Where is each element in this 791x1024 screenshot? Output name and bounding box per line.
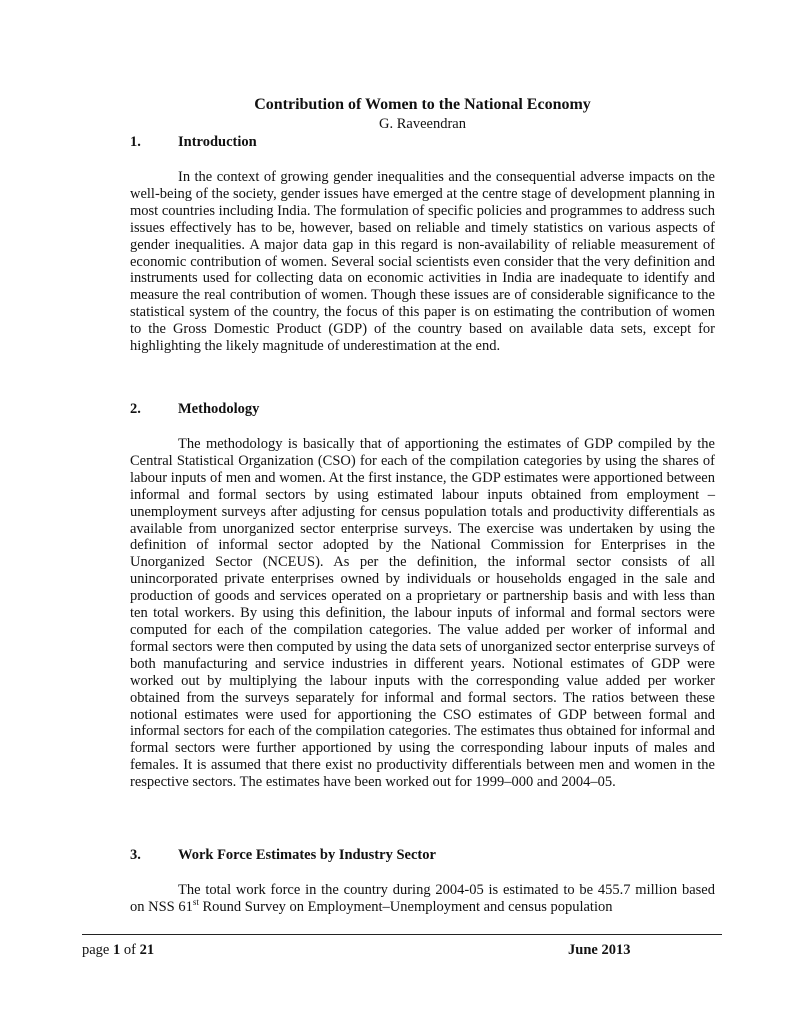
section-number: 2. bbox=[130, 401, 141, 417]
section-number: 1. bbox=[130, 134, 141, 150]
paper-author: G. Raveendran bbox=[379, 116, 466, 132]
footer-divider bbox=[82, 934, 722, 935]
paragraph-text: The total work force in the country during 2004-05 is estimated to be 455.7 million based on NSS 61 bbox=[130, 882, 715, 915]
ordinal-superscript: st bbox=[192, 897, 199, 908]
page-total: 21 bbox=[139, 942, 155, 958]
footer-date: June 2013 bbox=[568, 942, 631, 958]
section-heading-methodology bbox=[130, 401, 259, 418]
page-prefix: page bbox=[82, 942, 113, 958]
section-paragraph-introduction: In the context of growing gender inequalities and the consequential adverse impacts on the well-being of the society, gender issues have emerged at the centre stage of development planning in most countries including India. The formulation of specific policies and programmes to address such issues effectively has to be, however, based on reliable and timely statistics on various aspects of gender inequalities. A major data gap in this regard is non-availability of reliable measurement of economic contribution of women. Several social scientists even consider that the very definition and instruments used for collecting data on economic activities in India are inadequate to identify and measure the real contribution of women. Though these issues are of considerable significance to the statistical system of the country, the focus of this paper is on estimating the contribution of women to the Gross Domestic Product (GDP) of the country based on available data sets, except for highlighting the likely magnitude of underestimation at the end. bbox=[130, 169, 715, 355]
section-paragraph-work-force bbox=[130, 882, 715, 916]
section-heading-work-force bbox=[130, 847, 436, 864]
page-of: of bbox=[120, 942, 140, 958]
section-title: Introduction bbox=[178, 134, 257, 150]
section-paragraph-methodology: The methodology is basically that of apportioning the estimates of GDP compiled by the Central Statistical Organization (CSO) for each of the compilation categories by using the shares of labour inputs of men and women. At the first instance, the GDP estimates were apportioned between informal and formal sectors by using estimated labour inputs obtained from employment – unemployment surveys after adjusting for census population totals and productivity differentials as available from unorganized sector enterprise surveys. The exercise was undertaken by using the definition of informal sector adopted by the National Commission for Enterprises in the Unorganized Sector (NCEUS). As per the definition, the informal sector consists of all unincorporated private enterprises owned by individuals or households engaged in the sale and production of goods and services operated on a proprietary or partnership basis and with less than ten total workers. By using this definition, the labour inputs of informal and formal sectors were computed for each of the compilation categories. The value added per worker of informal and formal sectors were then computed by using the data sets of unorganized sector enterprise surveys of both manufacturing and service industries in different years. Notional estimates of GDP were worked out by multiplying the labour inputs with the corresponding value added per worker obtained from the surveys separately for informal and formal sectors. The ratios between these notional estimates were used for apportioning the CSO estimates of GDP between formal and informal sectors for each of the compilation categories. The estimates thus obtained for informal and formal sectors were further apportioned by using the corresponding labour inputs of males and females. It is assumed that there exist no productivity differentials between men and women in the respective sectors. The estimates have been worked out for 1999–000 and 2004–05. bbox=[130, 436, 715, 791]
page-number bbox=[82, 942, 154, 959]
paper-title: Contribution of Women to the National Economy bbox=[254, 96, 591, 113]
page-current: 1 bbox=[113, 942, 121, 958]
section-title: Methodology bbox=[178, 401, 260, 417]
paragraph-text: Round Survey on Employment–Unemployment and census population bbox=[198, 898, 613, 915]
section-number: 3. bbox=[130, 847, 141, 863]
section-heading-introduction bbox=[130, 134, 257, 151]
section-title: Work Force Estimates by Industry Sector bbox=[178, 847, 436, 863]
